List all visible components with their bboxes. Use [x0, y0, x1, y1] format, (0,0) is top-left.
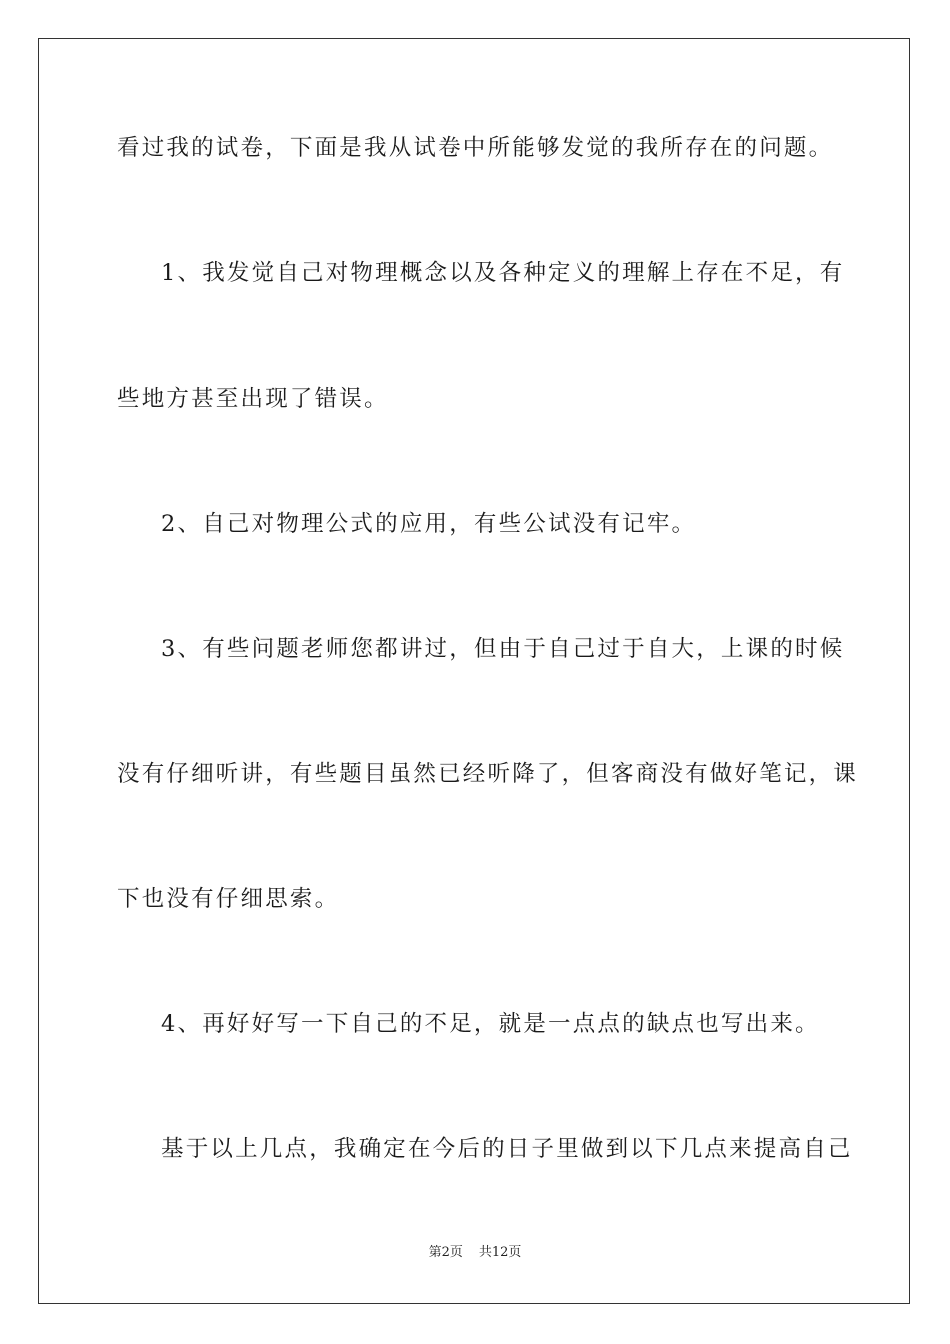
text-line-3: 些地方甚至出现了错误。 — [117, 386, 389, 412]
text-line-1: 看过我的试卷，下面是我从试卷中所能够发觉的我所存在的问题。 — [117, 135, 834, 161]
text-line-7: 下也没有仔细思索。 — [117, 886, 340, 912]
text-line-5: 3、有些问题老师您都讲过，但由于自己过于自大，上课的时候 — [161, 636, 845, 662]
text-line-6: 没有仔细听讲，有些题目虽然已经听降了，但客商没有做好笔记，课 — [117, 761, 859, 787]
page-frame — [38, 38, 910, 1304]
page-footer — [0, 1244, 950, 1262]
page-number: 第2页 — [428, 1245, 463, 1260]
text-line-8: 4、再好好写一下自己的不足，就是一点点的缺点也写出来。 — [161, 1011, 820, 1037]
text-line-4: 2、自己对物理公式的应用，有些公试没有记牢。 — [161, 511, 697, 537]
page-total: 共12页 — [478, 1245, 522, 1260]
text-line-2: 1、我发觉自己对物理概念以及各种定义的理解上存在不足，有 — [161, 260, 845, 286]
text-line-9: 基于以上几点，我确定在今后的日子里做到以下几点来提高自己 — [161, 1136, 853, 1162]
